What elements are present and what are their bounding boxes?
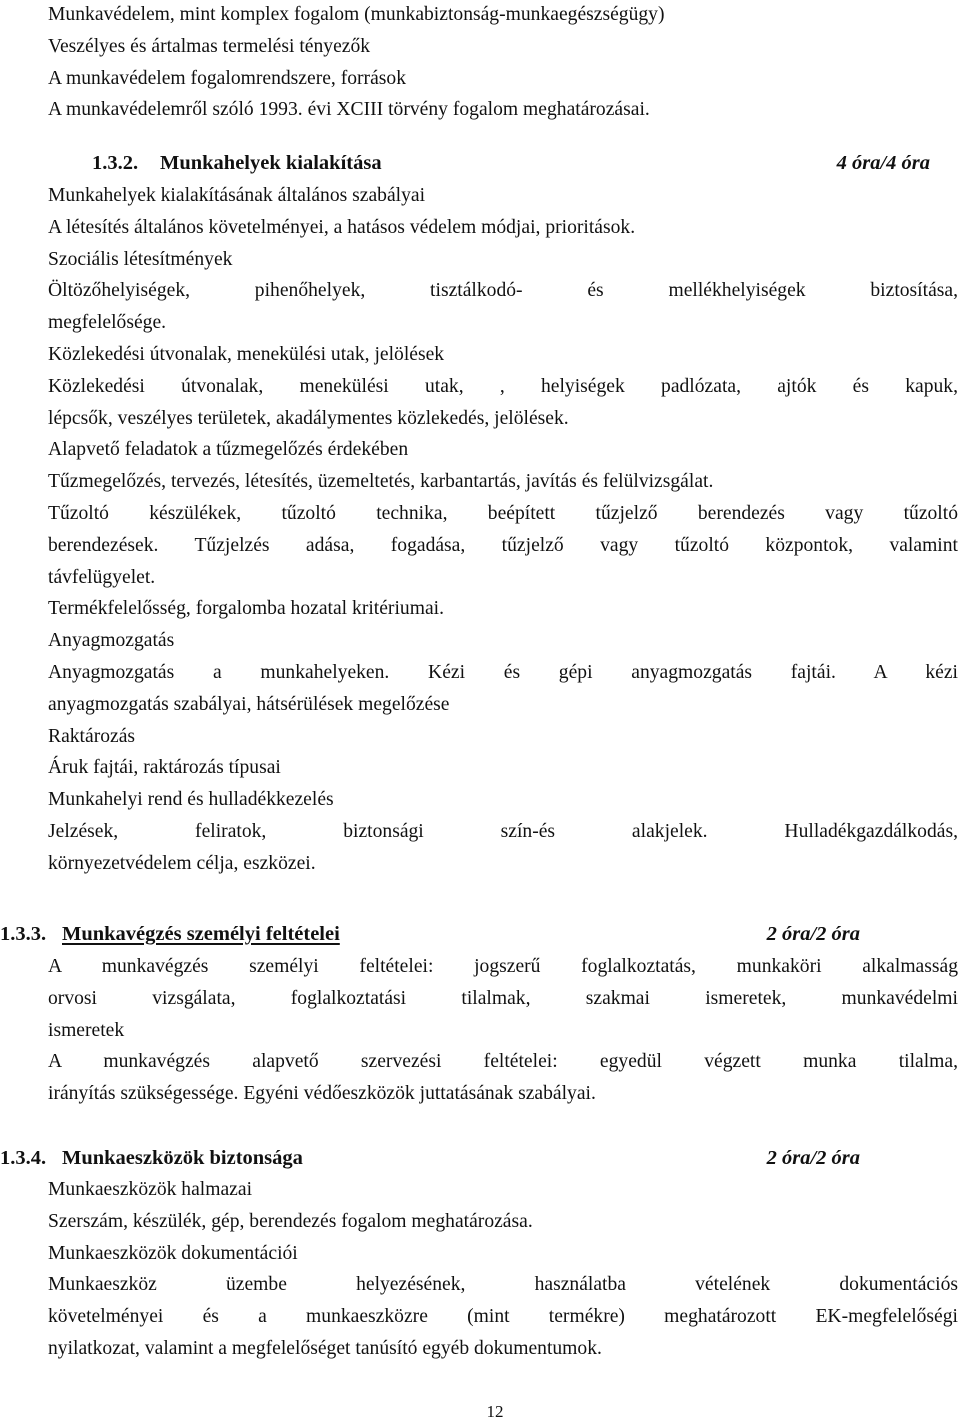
body-line: irányítás szükségessége. Egyéni védőeszközök juttatásának szabályai. bbox=[48, 1083, 596, 1105]
body-line: Tűzoltó készülékek, tűzoltó technika, beépített tűzjelző berendezés vagy tűzoltó bbox=[48, 502, 958, 524]
body-line: környezetvédelem célja, eszközei. bbox=[48, 852, 316, 874]
section-body-1-3-3 bbox=[48, 951, 958, 1110]
body-line: orvosi vizsgálata, foglalkoztatási tilalmak, szakmai ismeretek, munkavédelmi bbox=[48, 987, 958, 1009]
body-line: Közlekedési útvonalak, menekülési utak, jelölések bbox=[48, 343, 445, 365]
body-line: Szerszám, készülék, gép, berendezés fogalom meghatározása. bbox=[48, 1210, 533, 1232]
body-line: Alapvető feladatok a tűzmegelőzés érdekében bbox=[48, 439, 409, 461]
body-line: Anyagmozgatás bbox=[48, 630, 175, 652]
body-line: nyilatkozat, valamint a megfelelőséget tanúsító egyéb dokumentumok. bbox=[48, 1337, 602, 1359]
body-line: Munkaeszközök dokumentációi bbox=[48, 1242, 298, 1264]
intro-line: Veszélyes és ártalmas termelési tényezők bbox=[48, 35, 371, 57]
body-line: Közlekedési útvonalak, menekülési utak, , helyiségek padlózata, ajtók és kapuk, bbox=[48, 375, 958, 397]
section-number: 1.3.4. bbox=[0, 1147, 47, 1169]
body-line: Szociális létesítmények bbox=[48, 248, 233, 270]
intro-block bbox=[48, 0, 958, 126]
section-heading-1-3-2 bbox=[0, 147, 958, 179]
body-line: ismeretek bbox=[48, 1019, 125, 1041]
body-line: Munkaeszköz üzembe helyezésének, használatba vételének dokumentációs bbox=[48, 1274, 958, 1296]
body-line: anyagmozgatás szabályai, hátsérülések megelőzése bbox=[48, 693, 450, 715]
section-body-1-3-4 bbox=[48, 1174, 958, 1365]
section-hours: 4 óra/4 óra bbox=[836, 152, 930, 174]
section-number: 1.3.3. bbox=[0, 923, 47, 945]
intro-line: A munkavédelemről szóló 1993. évi XCIII törvény fogalom meghatározásai. bbox=[48, 99, 650, 121]
body-line: Jelzések, feliratok, biztonsági szín-és alakjelek. Hulladékgazdálkodás, bbox=[48, 820, 958, 842]
section-hours: 2 óra/2 óra bbox=[766, 1147, 860, 1169]
page-number: 12 bbox=[486, 1402, 504, 1421]
body-line: A létesítés általános követelményei, a hatásos védelem módjai, prioritások. bbox=[48, 216, 636, 238]
body-line: Raktározás bbox=[48, 725, 136, 747]
body-line: Munkahelyek kialakításának általános szabályai bbox=[48, 185, 426, 206]
section-hours: 2 óra/2 óra bbox=[766, 923, 860, 945]
section-number: 1.3.2. bbox=[92, 152, 139, 174]
section-title: Munkavégzés személyi feltételei bbox=[62, 923, 340, 945]
body-line: Termékfelelősség, forgalomba hozatal kritériumai. bbox=[48, 598, 444, 620]
body-line: A munkavégzés alapvető szervezési feltételei: egyedül végzett munka tilalma, bbox=[48, 1051, 958, 1073]
body-line: Munkahelyi rend és hulladékkezelés bbox=[48, 789, 334, 811]
body-line: követelményei és a munkaeszközre (mint termékre) meghatározott EK-megfelelőségi bbox=[48, 1306, 958, 1328]
body-line: Tűzmegelőzés, tervezés, létesítés, üzemeltetés, karbantartás, javítás és felülvizsgálat. bbox=[48, 471, 714, 493]
body-line: Öltözőhelyiségek, pihenőhelyek, tisztálkodó- és mellékhelyiségek biztosítása, bbox=[48, 280, 958, 302]
body-line: A munkavégzés személyi feltételei: jogszerű foglalkoztatás, munkaköri alkalmasság bbox=[48, 956, 958, 977]
section-title: Munkahelyek kialakítása bbox=[160, 152, 382, 174]
section-body-1-3-2 bbox=[48, 180, 958, 880]
body-line: Anyagmozgatás a munkahelyeken. Kézi és gépi anyagmozgatás fajtái. A kézi bbox=[48, 661, 958, 683]
body-line: berendezések. Tűzjelzés adása, fogadása, tűzjelző vagy tűzoltó központok, valamint bbox=[48, 534, 958, 556]
body-line: megfelelősége. bbox=[48, 312, 167, 334]
section-heading-1-3-3 bbox=[0, 918, 958, 950]
body-line: Áruk fajtái, raktározás típusai bbox=[48, 757, 281, 779]
intro-line: Munkavédelem, mint komplex fogalom (munkabiztonság-munkaegészségügy) bbox=[48, 4, 665, 25]
body-line: Munkaeszközök halmazai bbox=[48, 1179, 253, 1200]
body-line: lépcsők, veszélyes területek, akadálymentes közlekedés, jelölések. bbox=[48, 407, 569, 429]
intro-line: A munkavédelem fogalomrendszere, források bbox=[48, 67, 406, 89]
body-line: távfelügyelet. bbox=[48, 566, 156, 588]
section-title: Munkaeszközök biztonsága bbox=[62, 1147, 303, 1169]
section-heading-1-3-4 bbox=[0, 1142, 958, 1174]
